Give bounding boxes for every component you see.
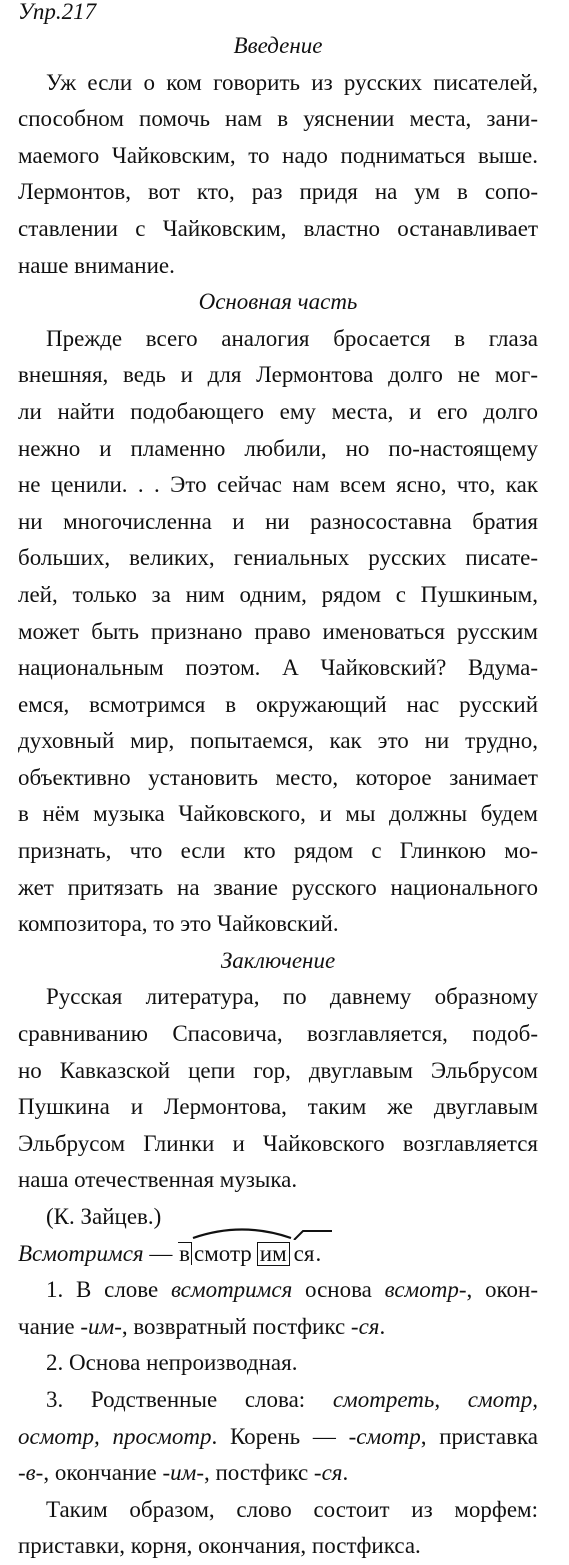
italic-word: -им- xyxy=(80,1313,122,1339)
text-fragment: , приставка xyxy=(420,1423,539,1449)
parsed-word: Всмотримся xyxy=(18,1240,144,1266)
parse-dash: — xyxy=(143,1240,179,1266)
summary-line: приставки, корня, окончания, постфикса. xyxy=(18,1533,421,1559)
text-line: объективно установить место, которое занимает xyxy=(18,764,538,790)
text-line: Русская литература, по давнему образному xyxy=(46,984,538,1010)
text-line: ставлении с Чайковским, властно останавливает xyxy=(18,215,538,241)
text-line: духовный мир, попытаемся, как это ни трудно, xyxy=(18,728,538,754)
textbook-page xyxy=(18,0,538,1565)
text-line: в нём музыка Чайковского, и мы должны будем xyxy=(18,801,538,827)
italic-word: всмотримся xyxy=(171,1277,293,1303)
analysis-point-3-cont xyxy=(18,1455,538,1492)
text-fragment: 1. В слове xyxy=(46,1277,171,1303)
morpheme-parse xyxy=(18,1236,538,1273)
postfix-morpheme xyxy=(293,1236,316,1273)
intro-paragraph xyxy=(18,65,538,285)
text-line: жет притязать на звание русского национального xyxy=(18,874,538,900)
analysis-point-3-cont xyxy=(18,1419,538,1456)
analysis-point-2: 2. Основа непроизводная. xyxy=(46,1350,298,1376)
text-fragment: , окончание xyxy=(43,1460,163,1486)
text-line: емся, всмотримся в окружающий нас русский xyxy=(18,691,538,717)
text-fragment: . xyxy=(342,1460,349,1486)
italic-word: -в- xyxy=(18,1460,44,1486)
text-fragment: , возвратный постфикс xyxy=(121,1313,351,1339)
italic-word: -ся xyxy=(313,1460,343,1486)
text-line: Эльбрусом Глинки и Чайковского возглавляется xyxy=(18,1130,538,1156)
text-fragment: . Корень — xyxy=(211,1423,349,1449)
italic-word: осмотр, просмотр xyxy=(18,1423,212,1449)
italic-word: -смотр xyxy=(348,1423,421,1449)
text-fragment: . xyxy=(379,1313,386,1339)
italic-word: смотреть, смотр, xyxy=(332,1386,538,1412)
intro-heading: Введение xyxy=(233,33,323,58)
root-morpheme xyxy=(192,1236,254,1273)
text-fragment: чание xyxy=(18,1313,81,1339)
text-line: лей, только за ним одним, рядом с Пушкиным, xyxy=(18,581,538,607)
text-line: сравниванию Спасовича, возглавляется, подоб- xyxy=(18,1021,538,1047)
text-line: признать, что если кто рядом с Глинкою мо- xyxy=(18,838,538,864)
postfix-text: ся xyxy=(293,1240,315,1266)
analysis-point-3 xyxy=(18,1382,538,1419)
text-line: наша отечественная музыка. xyxy=(18,1167,298,1193)
italic-word: всмотр- xyxy=(384,1277,467,1303)
text-line: ли найти подобающего ему места, и его долго xyxy=(18,398,538,424)
text-line: ни многочисленна и ни разносоставна братия xyxy=(18,508,538,534)
text-line: способном помочь нам в уяснении места, зани- xyxy=(18,106,538,132)
root-text: смотр xyxy=(194,1240,252,1266)
text-line: Пушкина и Лермонтова, таким же двуглавым xyxy=(18,1094,538,1120)
analysis-point-1 xyxy=(18,1272,538,1309)
text-line: маемого Чайковским, то надо подниматься выше. xyxy=(18,142,538,168)
text-line: не ценили. . . Это сейчас нам всем ясно, что, как xyxy=(18,472,538,498)
exercise-number: Упр.217 xyxy=(18,0,97,24)
root-arc-icon xyxy=(192,1227,292,1239)
text-line: композитора, то это Чайковский. xyxy=(18,911,339,937)
text-fragment: , окон- xyxy=(466,1277,538,1303)
text-line: Лермонтов, вот кто, раз придя на ум в сопо- xyxy=(18,179,538,205)
prefix-morpheme: в xyxy=(179,1240,190,1266)
text-line: наше внимание. xyxy=(18,252,175,278)
italic-word: -им- xyxy=(162,1460,204,1486)
main-paragraph xyxy=(18,321,538,943)
summary-line: Таким образом, слово состоит из морфем: xyxy=(46,1496,538,1522)
analysis-point-1-cont xyxy=(18,1309,538,1346)
text-line: нежно и пламенно любили, но по-настоящему xyxy=(18,435,538,461)
author-citation: (К. Зайцев.) xyxy=(46,1204,162,1229)
text-line: но Кавказской цепи гор, двуглавым Эльбрусом xyxy=(18,1057,538,1083)
conclusion-paragraph xyxy=(18,979,538,1199)
text-fragment: основа xyxy=(292,1277,385,1303)
text-fragment: 3. Родственные слова: xyxy=(46,1386,333,1412)
text-line: больших, великих, гениальных русских писате- xyxy=(18,545,538,571)
ending-morpheme: им xyxy=(257,1242,290,1266)
main-heading: Основная часть xyxy=(198,289,358,315)
postfix-mark-icon xyxy=(293,1230,333,1240)
text-fragment: , постфикс xyxy=(203,1460,314,1486)
conclusion-heading: Заключение xyxy=(220,947,336,973)
text-line: национальным поэтом. А Чайковский? Вдума- xyxy=(18,655,538,681)
italic-word: -ся xyxy=(350,1313,380,1339)
parse-dot: . xyxy=(315,1240,322,1266)
text-line: может быть признано право именоваться русским xyxy=(18,618,538,644)
text-line: Прежде всего аналогия бросается в глаза xyxy=(46,325,538,351)
text-line: внешняя, ведь и для Лермонтова долго не мог- xyxy=(18,362,538,388)
text-line: Уж если о ком говорить из русских писателей, xyxy=(46,69,538,95)
